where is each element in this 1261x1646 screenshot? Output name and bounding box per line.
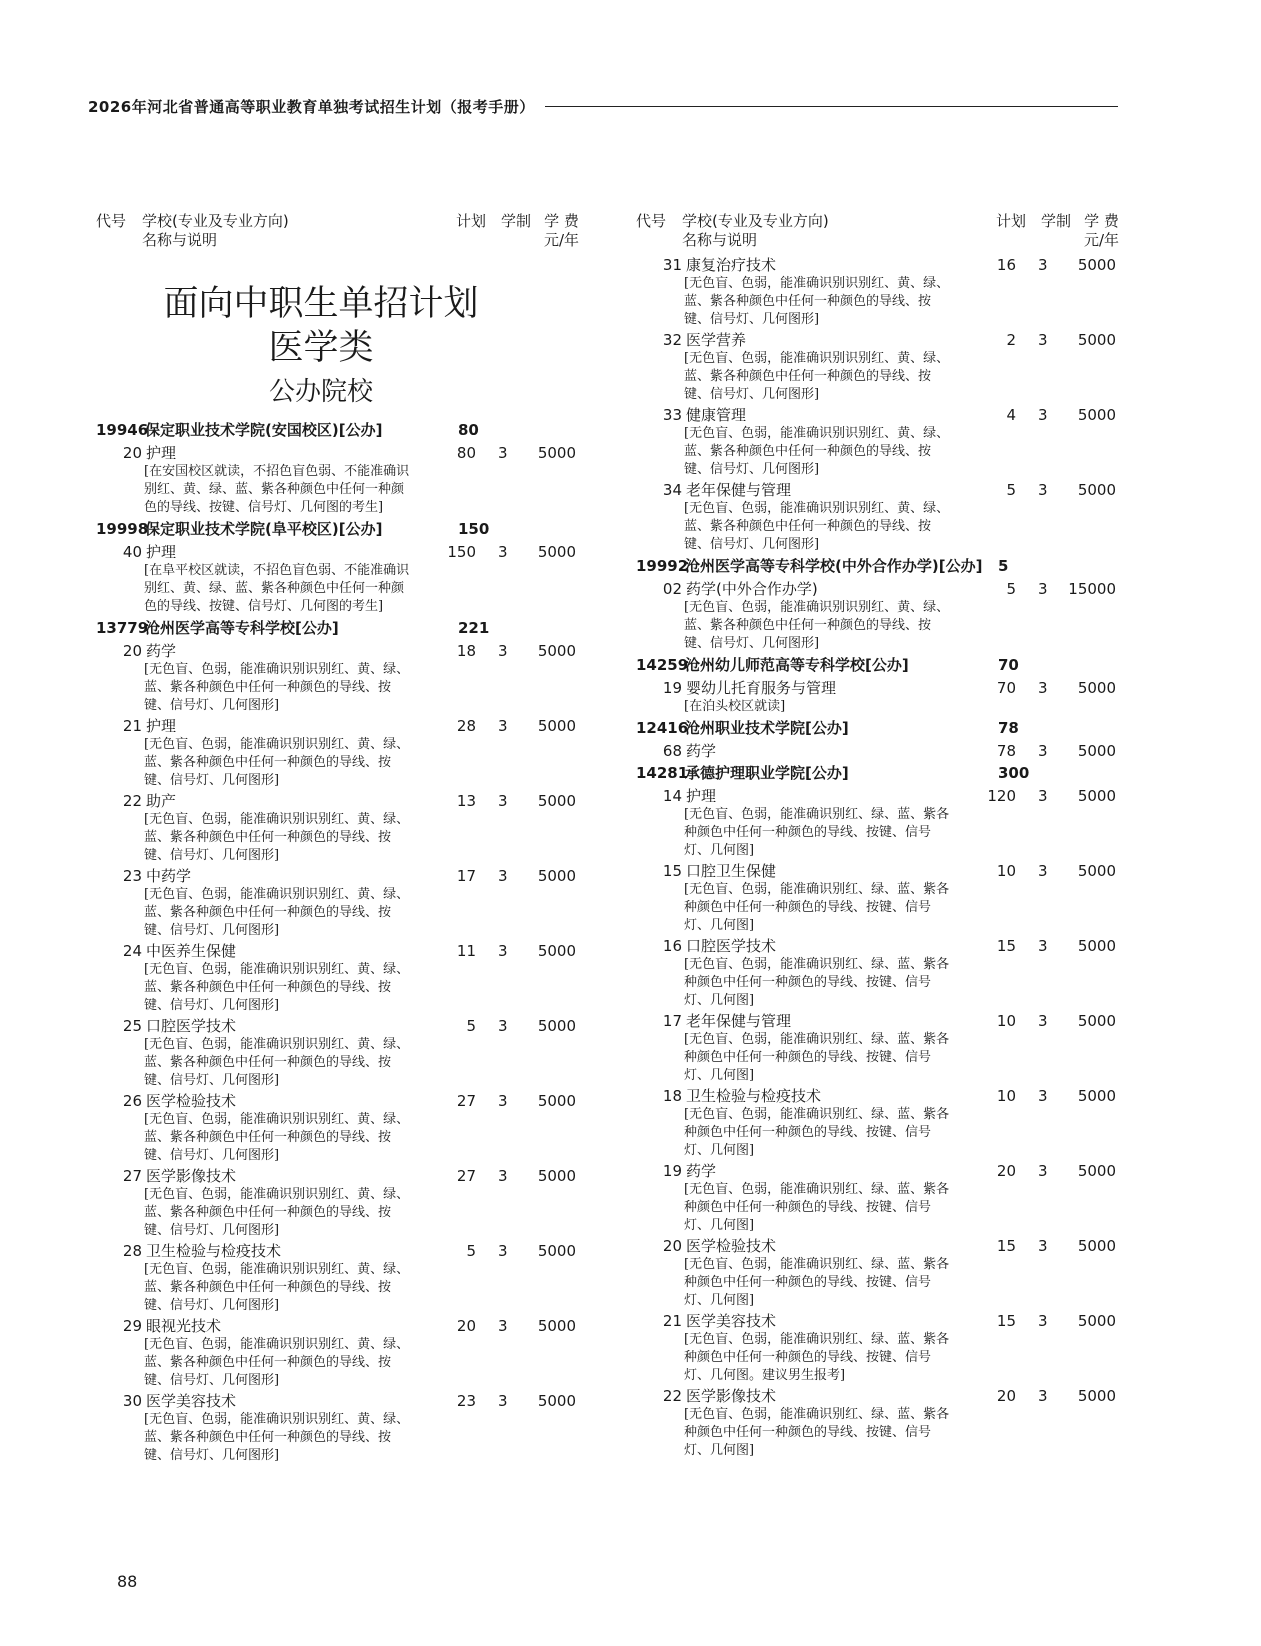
left-entry-list	[96, 420, 606, 1467]
program-plan: 15	[996, 1312, 1016, 1330]
program-name: 婴幼儿托育服务与管理	[686, 679, 837, 697]
program-row	[636, 1162, 1146, 1237]
program-name: 口腔卫生保健	[686, 862, 777, 880]
program-years: 3	[498, 444, 508, 462]
running-header	[88, 95, 1118, 117]
program-plan: 27	[456, 1167, 476, 1185]
program-code: 20	[122, 444, 142, 462]
school-plan: 5	[998, 557, 1009, 575]
program-name: 卫生检验与检疫技术	[146, 1242, 282, 1260]
program-fee: 5000	[537, 792, 576, 810]
program-row	[636, 1312, 1146, 1387]
program-years: 3	[498, 792, 508, 810]
program-code: 25	[122, 1017, 142, 1035]
program-note: [无色盲、色弱，能准确识别识别红、黄、绿、蓝、紫各种颜色中任何一种颜色的导线、按键、信号灯、几何图形]	[144, 962, 410, 1013]
col-header-code: 代号	[96, 212, 127, 230]
program-code: 19	[662, 679, 682, 697]
program-row	[636, 1012, 1146, 1087]
program-name: 药学	[686, 742, 717, 760]
program-years: 3	[498, 867, 508, 885]
program-years: 3	[498, 1017, 508, 1035]
school-plan: 150	[458, 520, 490, 538]
program-plan: 5	[466, 1242, 476, 1260]
school-code: 12416	[636, 719, 689, 737]
program-fee: 5000	[537, 444, 576, 462]
program-fee: 5000	[537, 1017, 576, 1035]
program-name: 护理	[146, 717, 177, 735]
program-fee: 5000	[1077, 1087, 1116, 1105]
program-plan: 80	[456, 444, 476, 462]
program-plan: 20	[456, 1317, 476, 1335]
program-plan: 4	[1006, 406, 1016, 424]
program-note: [无色盲、色弱，能准确识别识别红、黄、绿、蓝、紫各种颜色中任何一种颜色的导线、按键、信号灯、几何图形]	[144, 662, 410, 713]
running-title: 2026年河北省普通高等职业教育单独考试招生计划（报考手册）	[88, 97, 535, 116]
program-fee: 5000	[537, 1392, 576, 1410]
program-years: 3	[1038, 256, 1048, 274]
program-fee: 5000	[537, 1092, 576, 1110]
program-code: 28	[122, 1242, 142, 1260]
school-code: 13779	[96, 619, 149, 637]
col-header-years: 学制	[1041, 212, 1072, 230]
program-fee: 5000	[537, 642, 576, 660]
program-row	[96, 543, 606, 618]
program-fee: 5000	[1077, 679, 1116, 697]
program-row	[96, 1092, 606, 1167]
program-name: 健康管理	[686, 406, 747, 424]
program-name: 老年保健与管理	[686, 481, 792, 499]
program-years: 3	[1038, 1012, 1048, 1030]
school-row	[636, 718, 1146, 742]
school-name: 承德护理职业学院[公办]	[685, 764, 849, 782]
program-name: 老年保健与管理	[686, 1012, 792, 1030]
program-code: 16	[662, 937, 682, 955]
school-code: 14259	[636, 656, 689, 674]
program-row	[96, 1392, 606, 1467]
program-fee: 15000	[1068, 580, 1116, 598]
page-number: 88	[117, 1572, 138, 1591]
school-name: 沧州幼儿师范高等专科学校[公办]	[685, 656, 909, 674]
program-fee: 5000	[1077, 331, 1116, 349]
program-name: 护理	[686, 787, 717, 805]
program-row	[636, 1387, 1146, 1462]
program-fee: 5000	[537, 1167, 576, 1185]
school-row	[96, 420, 606, 444]
program-plan: 5	[466, 1017, 476, 1035]
program-row	[96, 1167, 606, 1242]
program-fee: 5000	[1077, 406, 1116, 424]
col-header-plan: 计划	[996, 212, 1027, 230]
program-name: 护理	[146, 543, 177, 561]
program-note: [无色盲、色弱，能准确识别识别红、黄、绿、蓝、紫各种颜色中任何一种颜色的导线、按键、信号灯、几何图形]	[144, 1112, 410, 1163]
program-code: 33	[662, 406, 682, 424]
program-plan: 2	[1006, 331, 1016, 349]
program-name: 卫生检验与检疫技术	[686, 1087, 822, 1105]
program-years: 3	[1038, 742, 1048, 760]
program-row	[636, 1237, 1146, 1312]
program-years: 3	[498, 1317, 508, 1335]
program-note: [无色盲、色弱，能准确识别识别红、黄、绿、蓝、紫各种颜色中任何一种颜色的导线、按键、信号灯、几何图形]	[684, 426, 950, 477]
right-column	[636, 212, 1146, 1462]
program-fee: 5000	[1077, 862, 1116, 880]
program-code: 23	[122, 867, 142, 885]
program-name: 助产	[146, 792, 177, 810]
section-banner	[156, 282, 486, 410]
school-code: 19946	[96, 421, 149, 439]
program-row	[96, 642, 606, 717]
program-row	[96, 1017, 606, 1092]
school-row	[96, 618, 606, 642]
program-code: 20	[662, 1237, 682, 1255]
program-note: [无色盲、色弱，能准确识别识别红、黄、绿、蓝、紫各种颜色中任何一种颜色的导线、按键、信号灯、几何图形]	[144, 1262, 410, 1313]
program-note: [无色盲、色弱，能准确识别识别红、黄、绿、蓝、紫各种颜色中任何一种颜色的导线、按键、信号灯、几何图形]	[684, 600, 950, 651]
left-column-header	[96, 212, 606, 256]
program-years: 3	[1038, 481, 1048, 499]
school-plan: 300	[998, 764, 1030, 782]
program-fee: 5000	[1077, 1237, 1116, 1255]
program-row	[96, 792, 606, 867]
program-row	[636, 1087, 1146, 1162]
program-code: 24	[122, 942, 142, 960]
col-header-code: 代号	[636, 212, 667, 230]
program-code: 26	[122, 1092, 142, 1110]
program-code: 17	[662, 1012, 682, 1030]
program-note: [无色盲、色弱，能准确识别红、绿、蓝、紫各种颜色中任何一种颜色的导线、按键、信号灯、几何图]	[684, 1407, 950, 1458]
school-plan: 80	[458, 421, 479, 439]
col-header-fee: 学 费 元/年	[544, 212, 580, 249]
program-plan: 20	[996, 1387, 1016, 1405]
program-name: 医学影像技术	[146, 1167, 237, 1185]
program-note: [无色盲、色弱，能准确识别红、绿、蓝、紫各种颜色中任何一种颜色的导线、按键、信号灯、几何图]	[684, 1107, 950, 1158]
program-row	[96, 867, 606, 942]
school-name: 保定职业技术学院(安国校区)[公办]	[145, 421, 383, 439]
program-years: 3	[1038, 679, 1048, 697]
program-fee: 5000	[1077, 256, 1116, 274]
program-code: 20	[122, 642, 142, 660]
program-years: 3	[1038, 1237, 1048, 1255]
program-name: 中药学	[146, 867, 192, 885]
program-fee: 5000	[537, 1242, 576, 1260]
program-note: [无色盲、色弱，能准确识别红、绿、蓝、紫各种颜色中任何一种颜色的导线、按键、信号灯、几何图]	[684, 1182, 950, 1233]
program-note: [无色盲、色弱，能准确识别识别红、黄、绿、蓝、紫各种颜色中任何一种颜色的导线、按键、信号灯、几何图形]	[144, 887, 410, 938]
program-plan: 20	[996, 1162, 1016, 1180]
program-row	[636, 787, 1146, 862]
program-fee: 5000	[1077, 1387, 1116, 1405]
program-fee: 5000	[537, 1317, 576, 1335]
col-header-plan: 计划	[456, 212, 487, 230]
program-name: 医学营养	[686, 331, 747, 349]
program-plan: 11	[456, 942, 476, 960]
program-years: 3	[1038, 937, 1048, 955]
program-row	[636, 481, 1146, 556]
program-name: 医学检验技术	[146, 1092, 237, 1110]
program-row	[96, 717, 606, 792]
program-code: 32	[662, 331, 682, 349]
program-row	[636, 331, 1146, 406]
banner-title: 面向中职生单招计划	[163, 284, 479, 324]
program-plan: 5	[1006, 580, 1016, 598]
program-note: [在阜平校区就读，不招色盲色弱、不能准确识别红、黄、绿、蓝、紫各种颜色中任何一种颜色的导线、按键、信号灯、几何图的考生]	[144, 563, 410, 614]
program-note: [无色盲、色弱，能准确识别红、绿、蓝、紫各种颜色中任何一种颜色的导线、按键、信号灯、几何图]	[684, 807, 950, 858]
right-column-header	[636, 212, 1146, 256]
program-plan: 120	[987, 787, 1016, 805]
program-plan: 78	[996, 742, 1016, 760]
program-plan: 10	[996, 1087, 1016, 1105]
program-years: 3	[1038, 862, 1048, 880]
program-years: 3	[1038, 787, 1048, 805]
col-header-name: 学校(专业及专业方向) 名称与说明	[682, 212, 829, 249]
program-code: 27	[122, 1167, 142, 1185]
program-fee: 5000	[1077, 742, 1116, 760]
program-note: [无色盲、色弱，能准确识别识别红、黄、绿、蓝、紫各种颜色中任何一种颜色的导线、按键、信号灯、几何图形]	[144, 1037, 410, 1088]
right-entry-list	[636, 256, 1146, 1462]
program-years: 3	[1038, 1162, 1048, 1180]
program-note: [无色盲、色弱，能准确识别识别红、黄、绿、蓝、紫各种颜色中任何一种颜色的导线、按键、信号灯、几何图形]	[144, 1412, 410, 1463]
col-header-name: 学校(专业及专业方向) 名称与说明	[142, 212, 289, 249]
program-code: 31	[662, 256, 682, 274]
program-row	[636, 679, 1146, 718]
program-note: [无色盲、色弱，能准确识别识别红、黄、绿、蓝、紫各种颜色中任何一种颜色的导线、按键、信号灯、几何图形]	[144, 1187, 410, 1238]
program-note: [无色盲、色弱，能准确识别红、绿、蓝、紫各种颜色中任何一种颜色的导线、按键、信号灯、几何图]	[684, 1257, 950, 1308]
program-plan: 5	[1006, 481, 1016, 499]
banner-category: 医学类	[268, 328, 374, 368]
program-code: 15	[662, 862, 682, 880]
program-row	[636, 742, 1146, 763]
school-name: 沧州医学高等专科学校[公办]	[145, 619, 339, 637]
program-code: 22	[662, 1387, 682, 1405]
program-code: 14	[662, 787, 682, 805]
program-note: [无色盲、色弱，能准确识别红、绿、蓝、紫各种颜色中任何一种颜色的导线、按键、信号灯、几何图。建议男生报考]	[684, 1332, 950, 1383]
program-note: [在安国校区就读，不招色盲色弱、不能准确识别红、黄、绿、蓝、紫各种颜色中任何一种颜色的导线、按键、信号灯、几何图的考生]	[144, 464, 410, 515]
school-name: 沧州医学高等专科学校(中外合作办学)[公办]	[685, 557, 983, 575]
program-years: 3	[498, 1167, 508, 1185]
school-row	[636, 655, 1146, 679]
program-years: 3	[1038, 406, 1048, 424]
program-row	[96, 444, 606, 519]
program-plan: 15	[996, 937, 1016, 955]
program-years: 3	[498, 717, 508, 735]
program-fee: 5000	[1077, 1162, 1116, 1180]
program-row	[636, 937, 1146, 1012]
program-plan: 17	[456, 867, 476, 885]
program-name: 药学	[146, 642, 177, 660]
program-years: 3	[498, 1242, 508, 1260]
program-name: 康复治疗技术	[686, 256, 777, 274]
program-note: [无色盲、色弱，能准确识别红、绿、蓝、紫各种颜色中任何一种颜色的导线、按键、信号灯、几何图]	[684, 1032, 950, 1083]
program-row	[636, 406, 1146, 481]
school-plan: 70	[998, 656, 1019, 674]
program-fee: 5000	[537, 942, 576, 960]
header-rule	[545, 106, 1118, 107]
program-name: 中医养生保健	[146, 942, 237, 960]
program-code: 19	[662, 1162, 682, 1180]
program-plan: 18	[456, 642, 476, 660]
program-plan: 15	[996, 1237, 1016, 1255]
school-row	[636, 763, 1146, 787]
program-years: 3	[1038, 331, 1048, 349]
program-plan: 16	[996, 256, 1016, 274]
program-years: 3	[498, 543, 508, 561]
program-years: 3	[498, 642, 508, 660]
program-row	[96, 942, 606, 1017]
program-note: [无色盲、色弱，能准确识别红、绿、蓝、紫各种颜色中任何一种颜色的导线、按键、信号灯、几何图]	[684, 882, 950, 933]
program-row	[636, 862, 1146, 937]
program-row	[96, 1317, 606, 1392]
program-years: 3	[1038, 1087, 1048, 1105]
program-note: [无色盲、色弱，能准确识别识别红、黄、绿、蓝、紫各种颜色中任何一种颜色的导线、按键、信号灯、几何图形]	[684, 501, 950, 552]
program-name: 药学(中外合作办学)	[686, 580, 818, 598]
program-years: 3	[1038, 580, 1048, 598]
school-code: 14281	[636, 764, 689, 782]
program-row	[636, 580, 1146, 655]
program-name: 医学美容技术	[146, 1392, 237, 1410]
program-note: [无色盲、色弱，能准确识别识别红、黄、绿、蓝、紫各种颜色中任何一种颜色的导线、按键、信号灯、几何图形]	[144, 1337, 410, 1388]
program-plan: 27	[456, 1092, 476, 1110]
program-note: [在泊头校区就读]	[684, 699, 786, 714]
program-name: 医学检验技术	[686, 1237, 777, 1255]
program-fee: 5000	[1077, 1312, 1116, 1330]
program-fee: 5000	[537, 867, 576, 885]
col-header-years: 学制	[501, 212, 532, 230]
school-code: 19998	[96, 520, 149, 538]
program-row	[96, 1242, 606, 1317]
program-code: 21	[122, 717, 142, 735]
program-years: 3	[498, 942, 508, 960]
program-plan: 70	[996, 679, 1016, 697]
school-row	[636, 556, 1146, 580]
program-name: 药学	[686, 1162, 717, 1180]
program-code: 22	[122, 792, 142, 810]
program-years: 3	[1038, 1387, 1048, 1405]
program-plan: 10	[996, 862, 1016, 880]
program-code: 34	[662, 481, 682, 499]
program-code: 02	[662, 580, 682, 598]
program-name: 医学影像技术	[686, 1387, 777, 1405]
program-note: [无色盲、色弱，能准确识别识别红、黄、绿、蓝、紫各种颜色中任何一种颜色的导线、按键、信号灯、几何图形]	[684, 276, 950, 327]
program-years: 3	[1038, 1312, 1048, 1330]
program-note: [无色盲、色弱，能准确识别识别红、黄、绿、蓝、紫各种颜色中任何一种颜色的导线、按键、信号灯、几何图形]	[144, 812, 410, 863]
school-plan: 221	[458, 619, 490, 637]
program-plan: 23	[456, 1392, 476, 1410]
program-code: 30	[122, 1392, 142, 1410]
program-fee: 5000	[1077, 481, 1116, 499]
school-code: 19992	[636, 557, 689, 575]
program-fee: 5000	[537, 543, 576, 561]
program-note: [无色盲、色弱，能准确识别识别红、黄、绿、蓝、紫各种颜色中任何一种颜色的导线、按键、信号灯、几何图形]	[144, 737, 410, 788]
program-code: 18	[662, 1087, 682, 1105]
program-fee: 5000	[1077, 1012, 1116, 1030]
program-note: [无色盲、色弱，能准确识别识别红、黄、绿、蓝、紫各种颜色中任何一种颜色的导线、按键、信号灯、几何图形]	[684, 351, 950, 402]
program-fee: 5000	[1077, 937, 1116, 955]
program-years: 3	[498, 1392, 508, 1410]
school-name: 保定职业技术学院(阜平校区)[公办]	[145, 520, 383, 538]
program-plan: 28	[456, 717, 476, 735]
program-row	[636, 256, 1146, 331]
program-name: 护理	[146, 444, 177, 462]
program-code: 40	[122, 543, 142, 561]
program-code: 21	[662, 1312, 682, 1330]
school-plan: 78	[998, 719, 1019, 737]
program-fee: 5000	[1077, 787, 1116, 805]
program-name: 医学美容技术	[686, 1312, 777, 1330]
school-row	[96, 519, 606, 543]
program-code: 29	[122, 1317, 142, 1335]
banner-subcategory: 公办院校	[268, 377, 373, 407]
program-plan: 10	[996, 1012, 1016, 1030]
program-name: 口腔医学技术	[686, 937, 777, 955]
program-years: 3	[498, 1092, 508, 1110]
left-column	[96, 212, 606, 1467]
school-name: 沧州职业技术学院[公办]	[685, 719, 849, 737]
program-name: 口腔医学技术	[146, 1017, 237, 1035]
program-plan: 150	[447, 543, 476, 561]
program-code: 68	[662, 742, 682, 760]
col-header-fee: 学 费 元/年	[1084, 212, 1120, 249]
program-name: 眼视光技术	[146, 1317, 222, 1335]
program-plan: 13	[456, 792, 476, 810]
program-note: [无色盲、色弱，能准确识别红、绿、蓝、紫各种颜色中任何一种颜色的导线、按键、信号灯、几何图]	[684, 957, 950, 1008]
program-fee: 5000	[537, 717, 576, 735]
